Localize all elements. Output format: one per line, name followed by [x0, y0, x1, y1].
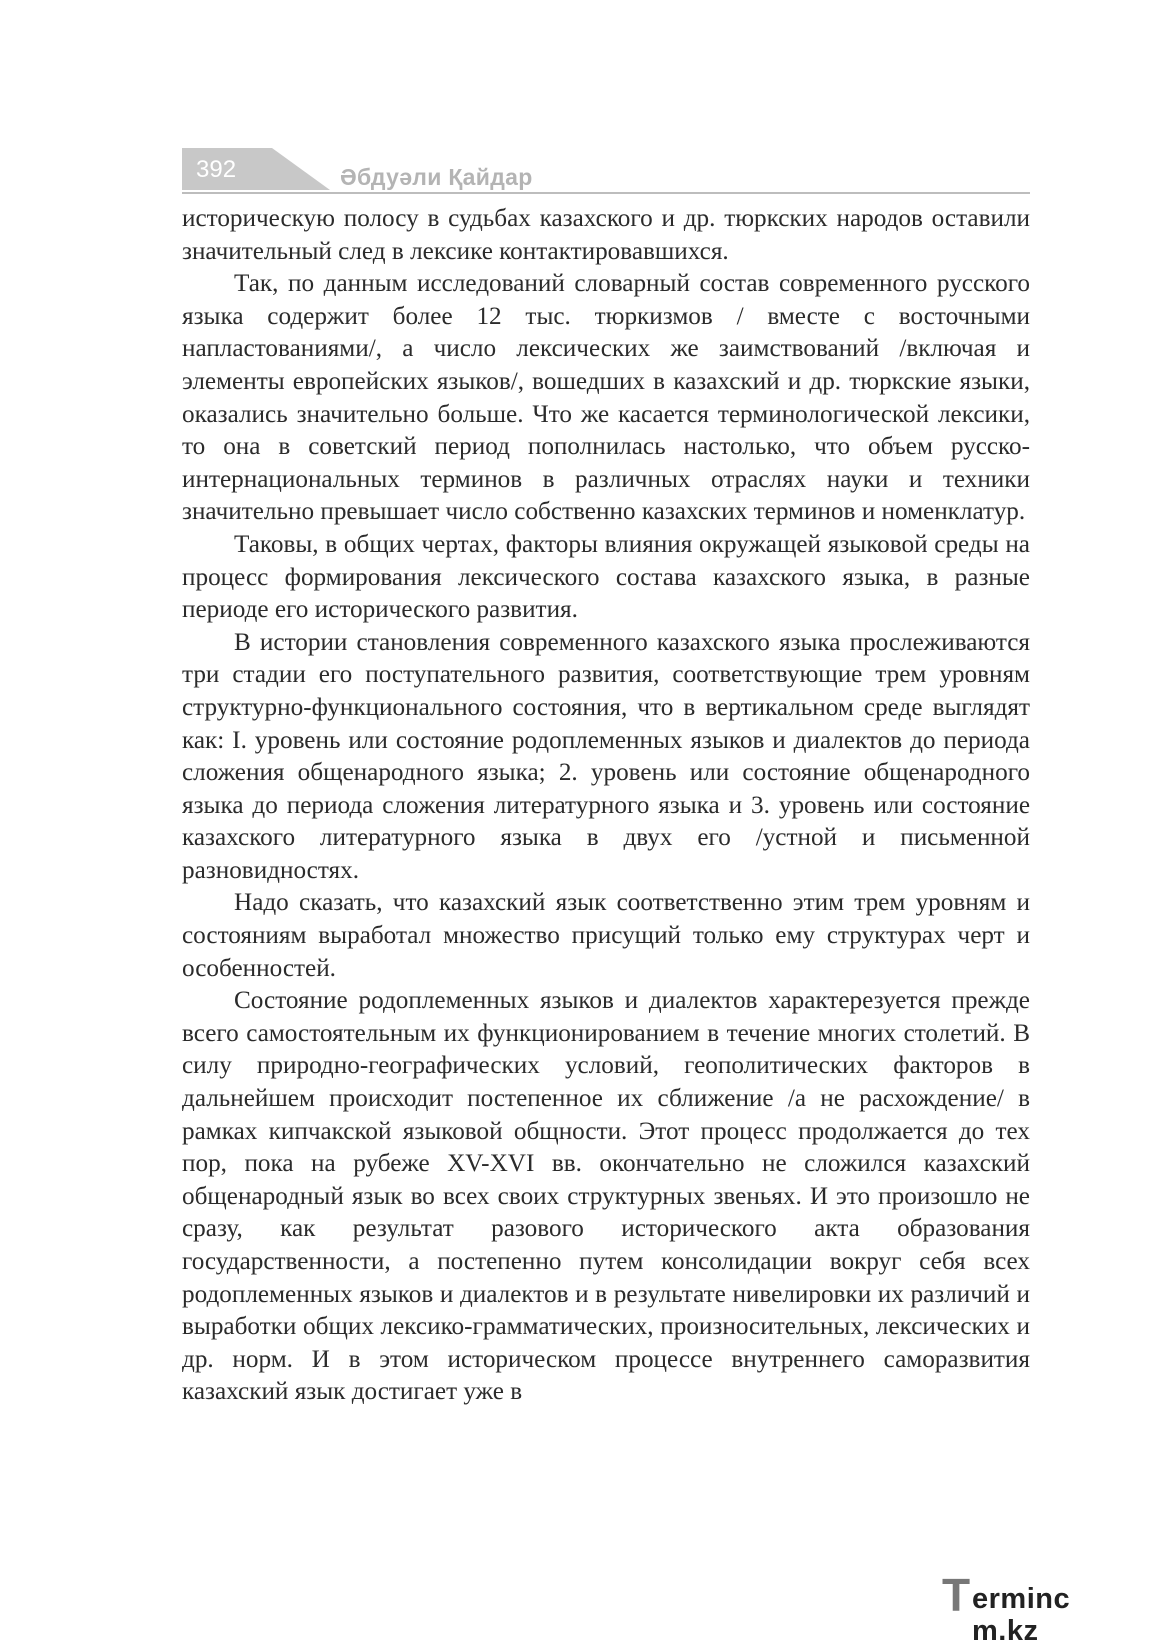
watermark-logo: [942, 1569, 1142, 1647]
watermark-logo-letter: T: [942, 1569, 971, 1621]
paragraph: Состояние родоплеменных языков и диалектов характерезуется прежде всего самостоятельным их функционированием в течение многих столетий. В силу природно-географических условий, геополитических факторов в дальнейшем происходит постепенное их сближение /а не расхождение/ в рамках кипчакской языковой общности. Этот процесс продолжается до тех пор, пока на рубеже XV-XVI вв. окончательно не сложился казахский общенародный язык во всех своих структурных звеньях. И это произошло не сразу, как результат разового исторического акта образования государственности, а постепенно путем консолидации вокруг себя всех родоплеменных языков и диалектов и в результате нивелировки их различий и выработки общих лексико-грамматических, произносительных, лексических и др. норм. И в этом историческом процессе внутреннего саморазвития казахский язык достигает уже в: [182, 987, 1030, 1406]
paragraph: Надо сказать, что казахский язык соответственно этим трем уровням и состояниям выработал множество присущий только ему структурах черт и особенностей.: [182, 889, 1030, 982]
paragraph: историческую полосу в судьбах казахского и др. тюркских народов оставили значительный след в лексике контактировавшихся.: [182, 205, 1030, 265]
paragraph: Таковы, в общих чертах, факторы влияния окружащей языковой среды на процесс формирования лексического состава казахского языка, в разные периоде его исторического развития.: [182, 530, 1030, 624]
page-number: 392: [196, 156, 237, 183]
paragraph: Так, по данным исследований словарный состав современного русского языка содержит более 12 тыс. тюркизмов / вместе с восточными напластованиями/, а число лексических же заимствований /включая и элементы европейских языков/, вошедших в казахский и др. тюркские языки, оказались значительно больше. Что же касается терминологической лексики, то она в советский период пополнилась настолько, что объем русско-интернациональных терминов в различных отраслях науки и техники значительно превышает число собственно казахских терминов и номенклатур.: [182, 270, 1030, 526]
running-head-author: Әбдуәли Қайдар: [340, 164, 533, 190]
watermark-logo-text: erminc m.kz: [972, 1583, 1071, 1647]
header-rule: [182, 192, 1030, 194]
page-header: [182, 148, 1030, 194]
page-number-tab-arrow: [272, 148, 330, 190]
paragraph: В истории становления современного казахского языка прослеживаются три стадии его поступательного развития, соответствующие трем уровням структурно-функционального состояния, что в вертикальном среде выглядят как: I. уровень или состояние родоплеменных языков и диалектов до периода сложения общенародного языка; 2. уровень или состояние общенародного языка до периода сложения литературного языка и 3. уровень или состояние казахского литературного языка в двух его /устной и письменной разновидностях.: [182, 628, 1030, 884]
body-text: [182, 203, 1030, 1409]
